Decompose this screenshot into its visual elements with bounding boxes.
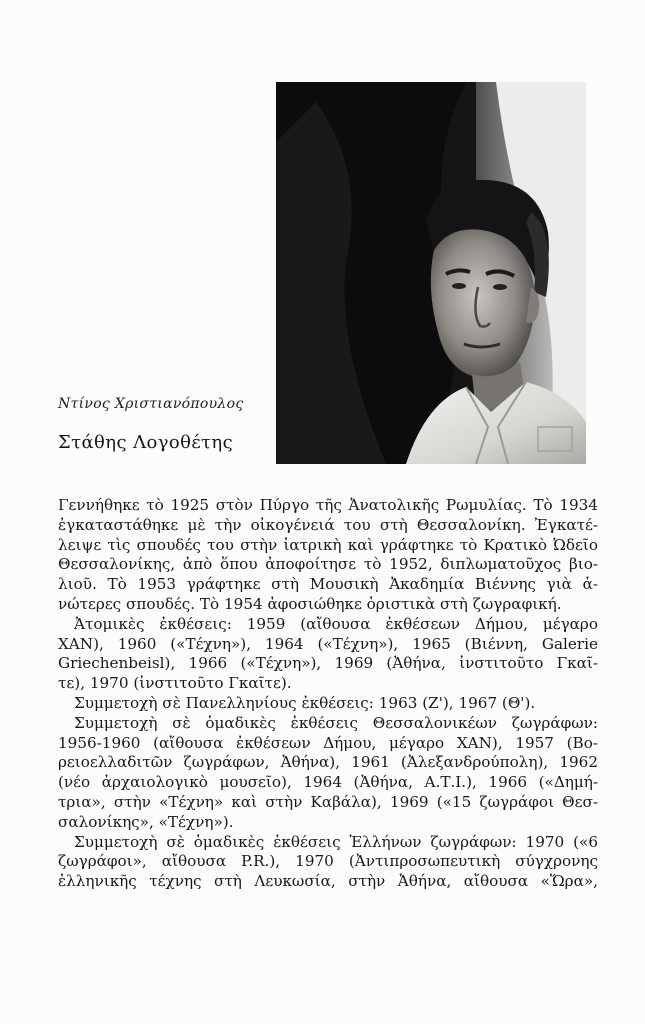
bio-line: ἑλληνικῆς τέχνης στὴ Λευκωσία, στὴν Ἀθήνα, αἴθουσα «Ὥρα», bbox=[58, 872, 598, 891]
bio-line: ΧΑΝ), 1960 («Τέχνη»), 1964 («Τέχνη»), 1965 (Βιέννη, Galerie bbox=[58, 634, 598, 653]
portrait-photo-icon bbox=[276, 82, 586, 464]
bio-line: τρια», στὴν «Τέχνη» καὶ στὴν Καβάλα), 1969 («15 ζωγράφοι Θεσ- bbox=[58, 792, 598, 811]
bio-line: λιοῦ. Τὸ 1953 γράφτηκε στὴ Μουσικὴ Ἀκαδημία Βιέννης γιὰ ἀ- bbox=[58, 575, 598, 594]
bio-line: ρειοελλαδιτῶν ζωγράφων, Ἀθήνα), 1961 (Ἀλεξανδρούπολη), 1962 bbox=[58, 753, 598, 772]
portrait-photo bbox=[276, 82, 586, 464]
bio-line: Ἀτομικὲς ἐκθέσεις: 1959 (αἴθουσα ἐκθέσεων Δήμου, μέγαρο bbox=[74, 614, 598, 633]
bio-line: (νέο ἀρχαιολογικὸ μουσεῖο), 1964 (Ἀθήνα, Α.Τ.Ι.), 1966 («Δημή- bbox=[58, 773, 598, 792]
bio-line: Συμμετοχὴ σὲ ὁμαδικὲς ἐκθέσεις Ἑλλήνων ζωγράφων: 1970 («6 bbox=[74, 832, 598, 851]
bio-line: Συμμετοχὴ σὲ Πανελληνίους ἐκθέσεις: 1963 (Ζ'), 1967 (Θ'). bbox=[74, 693, 536, 712]
bio-line: ἐγκαταστάθηκε μὲ τὴν οἰκογένειά του στὴ Θεσσαλονίκη. Ἐγκατέ- bbox=[58, 515, 598, 534]
bio-line: Griechenbeisl), 1966 («Τέχνη»), 1969 (Ἀθήνα, ἰνστιτοῦτο Γκαῖ- bbox=[58, 654, 598, 673]
bio-line: 1956-1960 (αἴθουσα ἐκθέσεων Δήμου, μέγαρο ΧΑΝ), 1957 (Βο- bbox=[58, 733, 598, 752]
artist-name-heading: Στάθης Λογοθέτης bbox=[58, 432, 234, 453]
bio-line: λειψε τὶς σπουδές του στὴν ἰατρικὴ καὶ γράφτηκε τὸ Κρατικὸ Ὠδεῖο bbox=[58, 535, 598, 554]
photo-credit-caption: Ντίνος Χριστιανόπουλος bbox=[58, 396, 244, 412]
bio-line: ζωγράφοι», αἴθουσα P.R.), 1970 (Ἀντιπροσωπευτικὴ σύγχρονης bbox=[58, 852, 598, 871]
bio-line: Γεννήθηκε τὸ 1925 στὸν Πύργο τῆς Ἀνατολικῆς Ρωμυλίας. Τὸ 1934 bbox=[58, 496, 598, 514]
biography-text bbox=[58, 496, 598, 892]
bio-line: νώτερες σπουδές. Τὸ 1954 ἀφοσιώθηκε ὁριστικὰ στὴ ζωγραφική. bbox=[58, 594, 562, 613]
bio-line: Θεσσαλονίκης, ἀπὸ ὅπου ἀποφοίτησε τὸ 1952, διπλωματοῦχος βιο- bbox=[58, 555, 598, 574]
bio-line: τε), 1970 (ἰνστιτοῦτο Γκαῖτε). bbox=[58, 674, 292, 693]
bio-line: σαλονίκης», «Τέχνη»). bbox=[58, 812, 234, 831]
bio-line: Συμμετοχὴ σὲ ὁμαδικὲς ἐκθέσεις Θεσσαλονικέων ζωγράφων: bbox=[74, 713, 598, 732]
